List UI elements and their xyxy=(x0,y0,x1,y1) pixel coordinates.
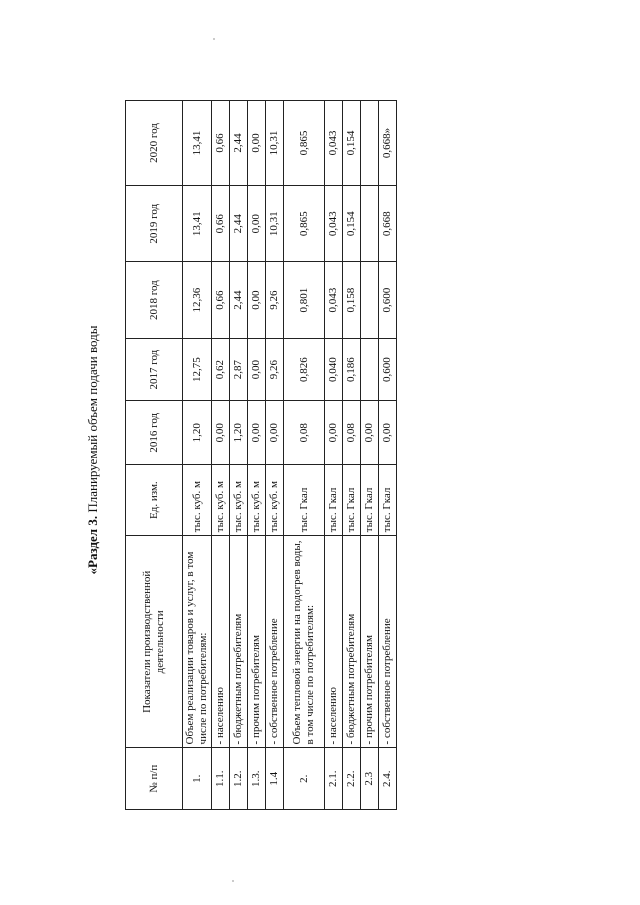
cell-2017 xyxy=(361,338,379,401)
cell-number: 2.2. xyxy=(343,748,361,810)
cell-2018: 0,66 xyxy=(212,262,230,338)
cell-2018: 0,801 xyxy=(284,262,325,338)
cell-number: 1.1. xyxy=(212,748,230,810)
cell-number: 2.1. xyxy=(325,748,343,810)
header-unit: Ед. изм. xyxy=(126,465,183,536)
cell-2016: 0,00 xyxy=(266,401,284,465)
cell-2016: 0,00 xyxy=(379,401,397,465)
cell-indicator: Объем реализации товаров и услуг, в том числе по потребителям: xyxy=(183,536,212,748)
header-number: № п/п xyxy=(126,748,183,810)
cell-number: 2. xyxy=(284,748,325,810)
cell-2020: 0,154 xyxy=(343,101,361,186)
table-row xyxy=(343,101,361,810)
cell-indicator: - населению xyxy=(212,536,230,748)
cell-2020: 0,043 xyxy=(325,101,343,186)
cell-2017: 0,826 xyxy=(284,338,325,401)
cell-2017: 0,600 xyxy=(379,338,397,401)
table-row xyxy=(212,101,230,810)
cell-unit: тыс. куб. м xyxy=(183,465,212,536)
cell-2019: 0,66 xyxy=(212,185,230,261)
section-title: Планируемый объем подачи воды xyxy=(85,325,100,513)
header-2016: 2016 год xyxy=(126,401,183,465)
cell-2019: 0,00 xyxy=(248,185,266,261)
cell-2019: 0,668 xyxy=(379,185,397,261)
cell-2016: 0,00 xyxy=(325,401,343,465)
cell-2016: 0,08 xyxy=(343,401,361,465)
table-header-row xyxy=(126,101,183,810)
header-2019: 2019 год xyxy=(126,185,183,261)
cell-2019: 10,31 xyxy=(266,185,284,261)
cell-2016: 1,20 xyxy=(183,401,212,465)
cell-2018: 12,36 xyxy=(183,262,212,338)
cell-2016: 1,20 xyxy=(230,401,248,465)
cell-2018: 0,00 xyxy=(248,262,266,338)
table-row xyxy=(379,101,397,810)
cell-2020: 13,41 xyxy=(183,101,212,186)
scan-speck xyxy=(213,38,215,40)
cell-2016: 0,00 xyxy=(248,401,266,465)
cell-2020 xyxy=(361,101,379,186)
cell-unit: тыс. куб. м xyxy=(212,465,230,536)
cell-number: 1.3. xyxy=(248,748,266,810)
cell-unit: тыс. Гкал xyxy=(284,465,325,536)
table-row xyxy=(325,101,343,810)
section-label: «Раздел 3. xyxy=(85,515,100,575)
cell-indicator: - бюджетным потребителям xyxy=(343,536,361,748)
cell-indicator: - собственное потребление xyxy=(266,536,284,748)
header-2018: 2018 год xyxy=(126,262,183,338)
header-2020: 2020 год xyxy=(126,101,183,186)
cell-2020: 0,865 xyxy=(284,101,325,186)
cell-unit: тыс. Гкал xyxy=(325,465,343,536)
cell-2020: 0,66 xyxy=(212,101,230,186)
cell-number: 1. xyxy=(183,748,212,810)
cell-2018: 0,158 xyxy=(343,262,361,338)
cell-2017: 0,00 xyxy=(248,338,266,401)
cell-unit: тыс. куб. м xyxy=(230,465,248,536)
cell-2018: 0,043 xyxy=(325,262,343,338)
header-2017: 2017 год xyxy=(126,338,183,401)
cell-2017: 0,186 xyxy=(343,338,361,401)
cell-indicator: - прочим потребителям xyxy=(361,536,379,748)
cell-unit: тыс. куб. м xyxy=(266,465,284,536)
cell-number: 1.4 xyxy=(266,748,284,810)
cell-2018: 0,600 xyxy=(379,262,397,338)
cell-2020: 0,00 xyxy=(248,101,266,186)
cell-indicator: - населению xyxy=(325,536,343,748)
table-row xyxy=(248,101,266,810)
cell-2020: 10,31 xyxy=(266,101,284,186)
cell-2017: 2,87 xyxy=(230,338,248,401)
table-row xyxy=(230,101,248,810)
cell-2019: 2,44 xyxy=(230,185,248,261)
header-indicator: Показатели производственной деятельности xyxy=(126,536,183,748)
cell-2019: 13,41 xyxy=(183,185,212,261)
cell-indicator: Объем тепловой энергии на подогрев воды, в том числе по потребителям: xyxy=(284,536,325,748)
table-row xyxy=(183,101,212,810)
cell-2019: 0,865 xyxy=(284,185,325,261)
cell-2018 xyxy=(361,262,379,338)
cell-number: 2.3 xyxy=(361,748,379,810)
cell-2020: 2,44 xyxy=(230,101,248,186)
cell-2017: 0,62 xyxy=(212,338,230,401)
cell-number: 2.4. xyxy=(379,748,397,810)
cell-2016: 0,08 xyxy=(284,401,325,465)
cell-indicator: - собственное потребление xyxy=(379,536,397,748)
section-heading xyxy=(83,90,103,810)
cell-2016: 0,00 xyxy=(212,401,230,465)
table-row xyxy=(284,101,325,810)
cell-2018: 2,44 xyxy=(230,262,248,338)
cell-unit: тыс. Гкал xyxy=(343,465,361,536)
cell-2016: 0,00 xyxy=(361,401,379,465)
cell-2017: 0,040 xyxy=(325,338,343,401)
rotated-content xyxy=(83,60,413,810)
water-supply-table xyxy=(125,100,397,810)
cell-2019: 0,154 xyxy=(343,185,361,261)
table-row xyxy=(361,101,379,810)
cell-2017: 9,26 xyxy=(266,338,284,401)
cell-unit: тыс. Гкал xyxy=(379,465,397,536)
cell-2019: 0,043 xyxy=(325,185,343,261)
cell-indicator: - прочим потребителям xyxy=(248,536,266,748)
cell-indicator: - бюджетным потребителям xyxy=(230,536,248,748)
cell-2020: 0,668» xyxy=(379,101,397,186)
cell-2017: 12,75 xyxy=(183,338,212,401)
cell-unit: тыс. Гкал xyxy=(361,465,379,536)
cell-2018: 9,26 xyxy=(266,262,284,338)
table-row xyxy=(266,101,284,810)
scan-speck xyxy=(232,880,234,882)
cell-unit: тыс. куб. м xyxy=(248,465,266,536)
cell-2019 xyxy=(361,185,379,261)
cell-number: 1.2. xyxy=(230,748,248,810)
